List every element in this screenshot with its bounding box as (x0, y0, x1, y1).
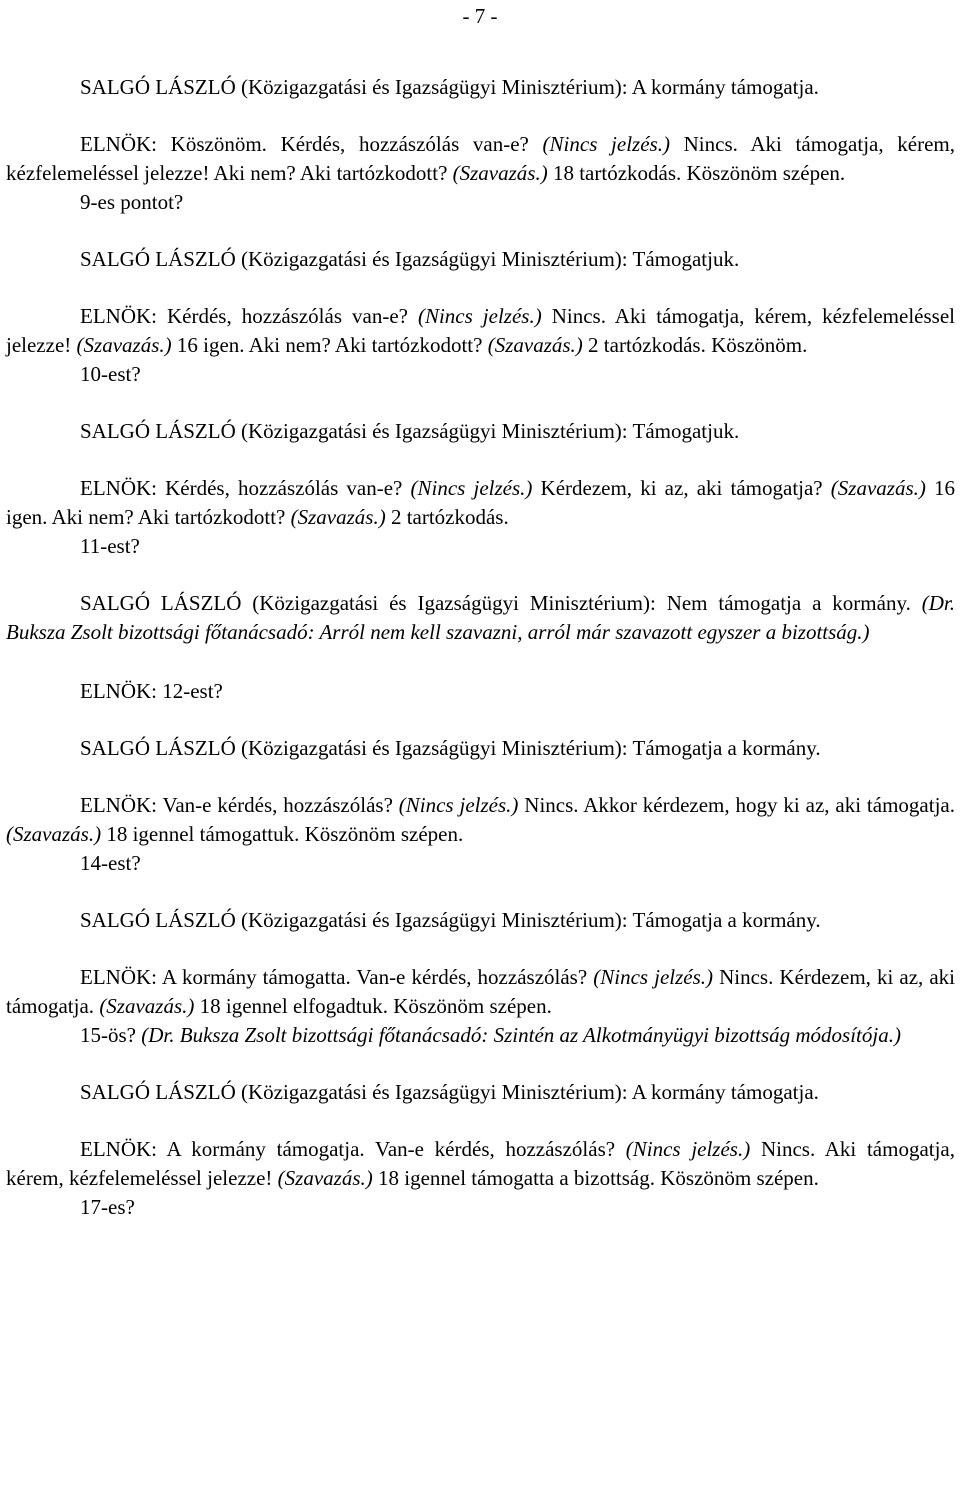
stage-direction-text: (Nincs jelzés.) (398, 793, 519, 817)
speech-text: 15-ös? (80, 1023, 142, 1047)
speech-text: 18 tartózkodás. Köszönöm szépen. (547, 161, 846, 185)
speech-text: 9-es pontot? (80, 190, 184, 214)
speech-text: 17-es? (80, 1195, 135, 1219)
speech-text: 10-est? (80, 362, 141, 386)
stage-direction-text: (Dr. Buksza Zsolt bizottsági főtanácsadó: Szintén az Alkotmányügyi bizottság módosítója.) (141, 1023, 901, 1047)
stage-direction-text: (Szavazás.) (830, 476, 926, 500)
stage-direction-text: (Dr. Buksza Zsolt bizottsági főtanácsadó: Arról nem kell szavazni, arról már szavazott egyszer a bizottság.) (6, 591, 955, 644)
speech-text: ELNÖK: Kérdés, hozzászólás van-e? (80, 476, 411, 500)
speech-text: ELNÖK: 12-est? (80, 679, 223, 703)
stage-direction-text: (Szavazás.) (290, 505, 386, 529)
transcript-paragraph (6, 130, 955, 188)
speech-text: 18 igennel támogattuk. Köszönöm szépen. (101, 822, 464, 846)
transcript-body (6, 73, 955, 1222)
speech-text: ELNÖK: Van-e kérdés, hozzászólás? (80, 793, 399, 817)
speech-text: SALGÓ LÁSZLÓ (Közigazgatási és Igazságügyi Minisztérium): Támogatja a kormány. (80, 908, 821, 932)
transcript-paragraph (6, 245, 955, 274)
speech-text: SALGÓ LÁSZLÓ (Közigazgatási és Igazságügyi Minisztérium): A kormány támogatja. (80, 1080, 819, 1104)
speech-text: Nincs. Aki támogatja, kérem, kézfelemeléssel jelezze! (6, 1137, 956, 1190)
speech-text: 16 igen. Aki nem? Aki tartózkodott? (6, 476, 956, 529)
agenda-line (6, 849, 955, 878)
speech-text: Nincs. Aki támogatja, kérem, kézfelemeléssel jelezze! Aki nem? Aki tartózkodott? (6, 132, 955, 185)
transcript-paragraph (6, 1135, 955, 1193)
speech-text: 14-est? (80, 851, 141, 875)
speech-text: 2 tartózkodás. Köszönöm. (582, 333, 808, 357)
stage-direction-text: (Nincs jelzés.) (625, 1137, 751, 1161)
transcript-paragraph (6, 677, 955, 706)
agenda-line (6, 1021, 955, 1050)
speech-text: ELNÖK: Kérdés, hozzászólás van-e? (80, 304, 418, 328)
speech-text: ELNÖK: Köszönöm. Kérdés, hozzászólás van-e? (80, 132, 543, 156)
speech-text: SALGÓ LÁSZLÓ (Közigazgatási és Igazságügyi Minisztérium): A kormány támogatja. (80, 75, 819, 99)
speech-text: 2 tartózkodás. (385, 505, 509, 529)
transcript-paragraph (6, 963, 955, 1021)
speech-text: Kérdezem, ki az, aki támogatja? (532, 476, 831, 500)
transcript-paragraph (6, 474, 955, 532)
speech-text: Nincs. Akkor kérdezem, hogy ki az, aki támogatja. (518, 793, 955, 817)
stage-direction-text: (Szavazás.) (452, 161, 548, 185)
transcript-paragraph (6, 589, 955, 647)
agenda-line (6, 360, 955, 389)
speech-text: Nincs. Aki támogatja, kérem, kézfelemeléssel jelezze! (6, 304, 955, 357)
transcript-paragraph (6, 734, 955, 763)
stage-direction-text: (Szavazás.) (6, 822, 102, 846)
transcript-paragraph (6, 906, 955, 935)
transcript-paragraph (6, 73, 955, 102)
transcript-paragraph (6, 302, 955, 360)
agenda-line (6, 188, 955, 217)
stage-direction-text: (Szavazás.) (76, 333, 172, 357)
speech-text: Nincs. Kérdezem, ki az, aki támogatja. (6, 965, 955, 1018)
transcript-paragraph (6, 417, 955, 446)
speech-text: ELNÖK: A kormány támogatja. Van-e kérdés, hozzászólás? (80, 1137, 626, 1161)
speech-text: SALGÓ LÁSZLÓ (Közigazgatási és Igazságügyi Minisztérium): Támogatja a kormány. (80, 736, 821, 760)
stage-direction-text: (Nincs jelzés.) (542, 132, 670, 156)
stage-direction-text: (Nincs jelzés.) (417, 304, 542, 328)
agenda-line (6, 1193, 955, 1222)
agenda-line (6, 532, 955, 561)
transcript-paragraph (6, 791, 955, 849)
stage-direction-text: (Szavazás.) (99, 994, 195, 1018)
transcript-paragraph (6, 1078, 955, 1107)
speech-text: SALGÓ LÁSZLÓ (Közigazgatási és Igazságügyi Minisztérium): Nem támogatja a kormány. (80, 591, 922, 615)
speech-text: 18 igennel támogatta a bizottság. Köszönöm szépen. (372, 1166, 819, 1190)
page-number: - 7 - (462, 4, 498, 28)
speech-text: ELNÖK: A kormány támogatta. Van-e kérdés, hozzászólás? (80, 965, 594, 989)
stage-direction-text: (Szavazás.) (277, 1166, 373, 1190)
stage-direction-text: (Nincs jelzés.) (410, 476, 533, 500)
speech-text: SALGÓ LÁSZLÓ (Közigazgatási és Igazságügyi Minisztérium): Támogatjuk. (80, 247, 740, 271)
speech-text: 11-est? (80, 534, 140, 558)
speech-text: SALGÓ LÁSZLÓ (Közigazgatási és Igazságügyi Minisztérium): Támogatjuk. (80, 419, 740, 443)
stage-direction-text: (Nincs jelzés.) (593, 965, 714, 989)
speech-text: 16 igen. Aki nem? Aki tartózkodott? (171, 333, 488, 357)
speech-text: 18 igennel elfogadtuk. Köszönöm szépen. (194, 994, 552, 1018)
stage-direction-text: (Szavazás.) (487, 333, 583, 357)
